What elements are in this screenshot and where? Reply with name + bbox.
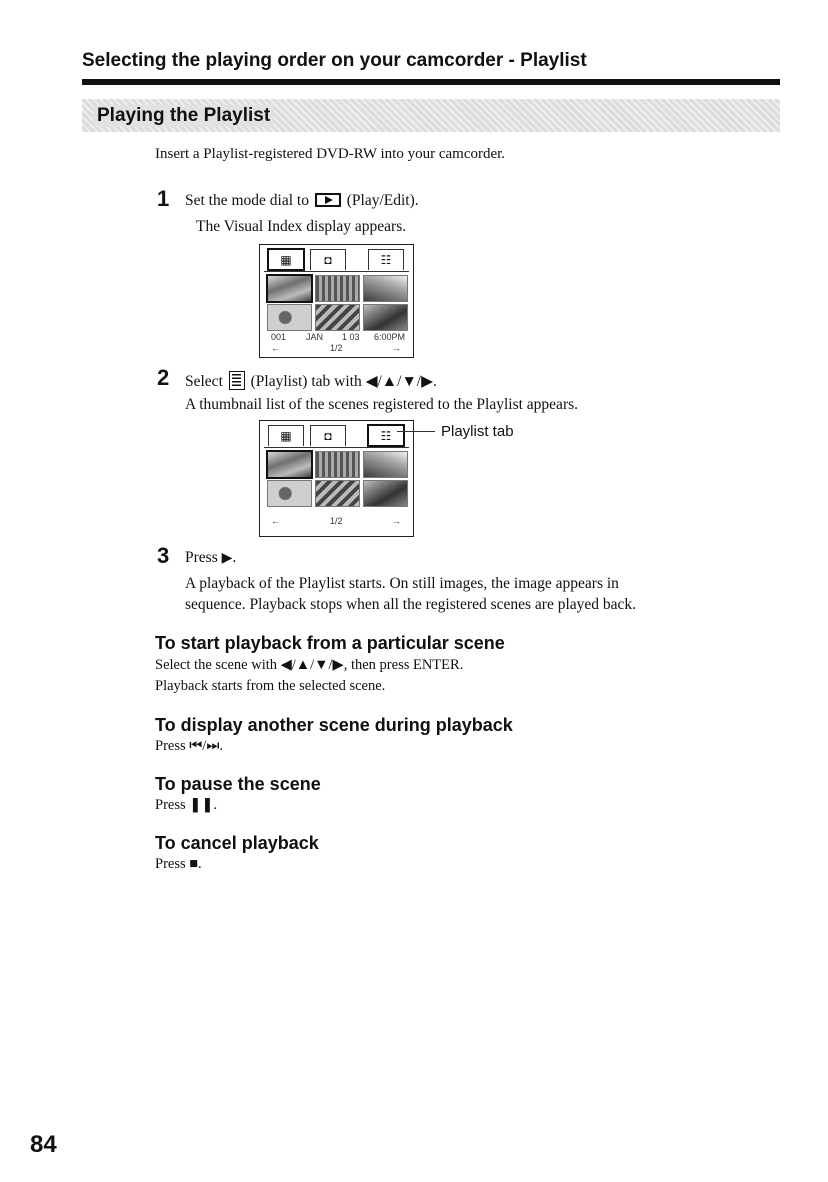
subsection-text: Playback starts from the selected scene. [155,678,386,694]
intro-text: Insert a Playlist-registered DVD-RW into your camcorder. [155,146,506,162]
step-1-text [185,192,419,210]
playlist-tab-callout: Playlist tab [441,423,514,440]
thumbnail [315,451,360,478]
playlist-screen [259,420,414,537]
next-page-arrow-icon: → [392,516,401,526]
page-indicator: 1/2 [330,343,343,353]
step-1-number: 1 [157,186,170,211]
step-2-note: A thumbnail list of the scenes registered to the Playlist appears. [185,396,579,413]
play-button-icon: ▶ [221,551,233,566]
step-2-number: 2 [157,365,170,390]
step-1-text-after: (Play/Edit). [346,192,419,209]
prev-page-arrow-icon: ← [271,343,280,353]
section-title: Playing the Playlist [93,105,274,127]
movie-tab-icon: ▦ [268,249,304,270]
step-3-text-after: . [232,549,237,566]
thumbnail [363,275,408,302]
thumbnail [315,275,360,302]
playlist-tab-icon: ☷ [368,425,404,446]
step-1-text-before: Set the mode dial to [185,192,309,209]
visual-index-screen [259,244,414,358]
scene-number: 001 [271,332,287,342]
step-3-note-line-2: sequence. Playback stops when all the registered scenes are played back. [185,596,637,613]
title-rule [82,79,780,85]
thumbnail [267,451,312,478]
step-2-text [185,371,437,391]
date-month: JAN [306,332,324,342]
prev-page-arrow-icon: ← [271,516,280,526]
play-edit-mode-icon [315,193,341,207]
thumbnail [267,275,312,302]
movie-tab-icon: ▦ [268,425,304,446]
playlist-tab-icon: ☷ [368,249,404,270]
screen-2-tabs [264,425,409,448]
step-2-text-before: Select [185,373,223,390]
subsection-text: Press ❚❚. [155,797,218,813]
record-time: 6:00PM [374,332,406,342]
next-page-arrow-icon: → [392,343,401,353]
thumbnail [267,480,312,507]
step-3-note-line-1: A playback of the Playlist starts. On still images, the image appears in [185,575,619,592]
thumbnail [363,304,408,331]
date-day-year: 1 03 [342,332,360,342]
step-1-note: The Visual Index display appears. [196,218,407,235]
subsection-text: Select the scene with ◀/▲/▼/▶, then press ENTER. [155,657,464,673]
thumbnail [363,480,408,507]
step-3-text [185,549,236,567]
still-tab-icon: ◘ [310,425,346,446]
subsection-title: To cancel playback [155,833,319,853]
thumbnail [315,480,360,507]
subsection-title: To pause the scene [155,774,321,794]
thumbnail [315,304,360,331]
subsection-text: Press ■. [155,856,202,872]
step-3-text-before: Press [185,549,218,566]
step-3-number: 3 [157,543,170,568]
subsection-title: To start playback from a particular scene [155,633,505,653]
thumbnail [363,451,408,478]
still-tab-icon: ◘ [310,249,346,270]
section-banner [82,99,780,132]
page-indicator: 1/2 [330,516,343,526]
step-2-text-after: (Playlist) tab with ◀/▲/▼/▶. [250,373,437,390]
playlist-icon [229,371,245,390]
screen-1-tabs [264,249,409,272]
page-title: Selecting the playing order on your camcorder - Playlist [82,50,587,71]
callout-leader-line [397,431,435,432]
subsection-title: To display another scene during playback [155,715,513,735]
subsection-text: Press ⏮/⏭. [155,738,223,754]
page-number: 84 [30,1131,57,1158]
thumbnail [267,304,312,331]
